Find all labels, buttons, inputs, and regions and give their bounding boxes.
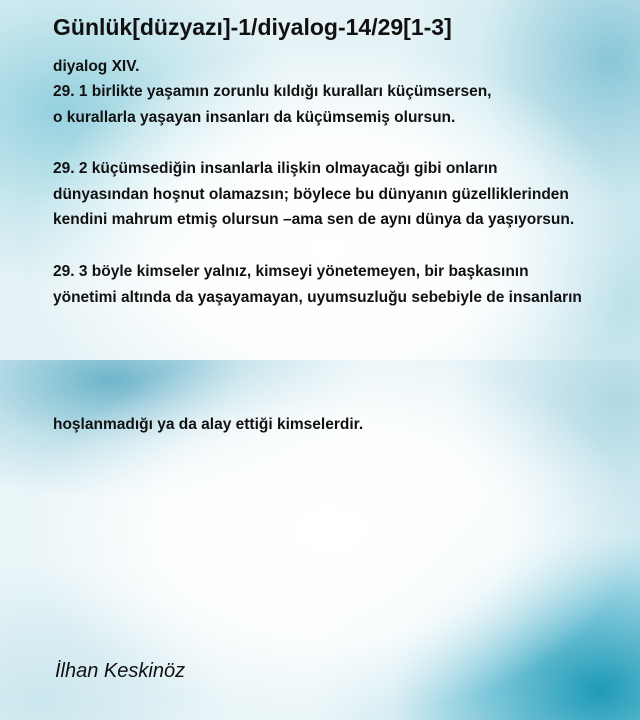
author-signature: İlhan Keskinöz <box>55 660 186 682</box>
text-line: o kurallarla yaşayan insanları da küçümsemiş olursun. <box>53 108 456 126</box>
paragraph-29-1 <box>53 79 628 130</box>
text-line: 29. 1 birlikte yaşamın zorunlu kıldığı kuralları küçümsersen, <box>53 83 492 100</box>
paragraph-29-2 <box>53 156 628 233</box>
text-line: kendini mahrum etmiş olursun –ama sen de aynı dünya da yaşıyorsun. <box>53 211 575 228</box>
paragraph-29-3 <box>53 259 628 310</box>
poem-title: Günlük[düzyazı]-1/diyalog-14/29[1-3] <box>53 14 452 40</box>
text-line: 29. 2 küçümsediğin insanlarla ilişkin olmayacağı gibi onların <box>53 160 498 177</box>
page-two-panel <box>0 360 640 720</box>
text-line: yönetimi altında da yaşayamayan, uyumsuzluğu sebebiyle de insanların <box>53 288 582 306</box>
intro-line-block <box>53 54 628 80</box>
intro-line: diyalog XIV. <box>53 58 140 75</box>
text-line: 29. 3 böyle kimseler yalnız, kimseyi yönetemeyen, bir başkasının <box>53 263 529 280</box>
text-line: dünyasından hoşnut olamazsın; böylece bu dünyanın güzelliklerinden <box>53 185 569 203</box>
continuation-line: hoşlanmadığı ya da alay ettiği kimselerdir. <box>53 416 364 433</box>
